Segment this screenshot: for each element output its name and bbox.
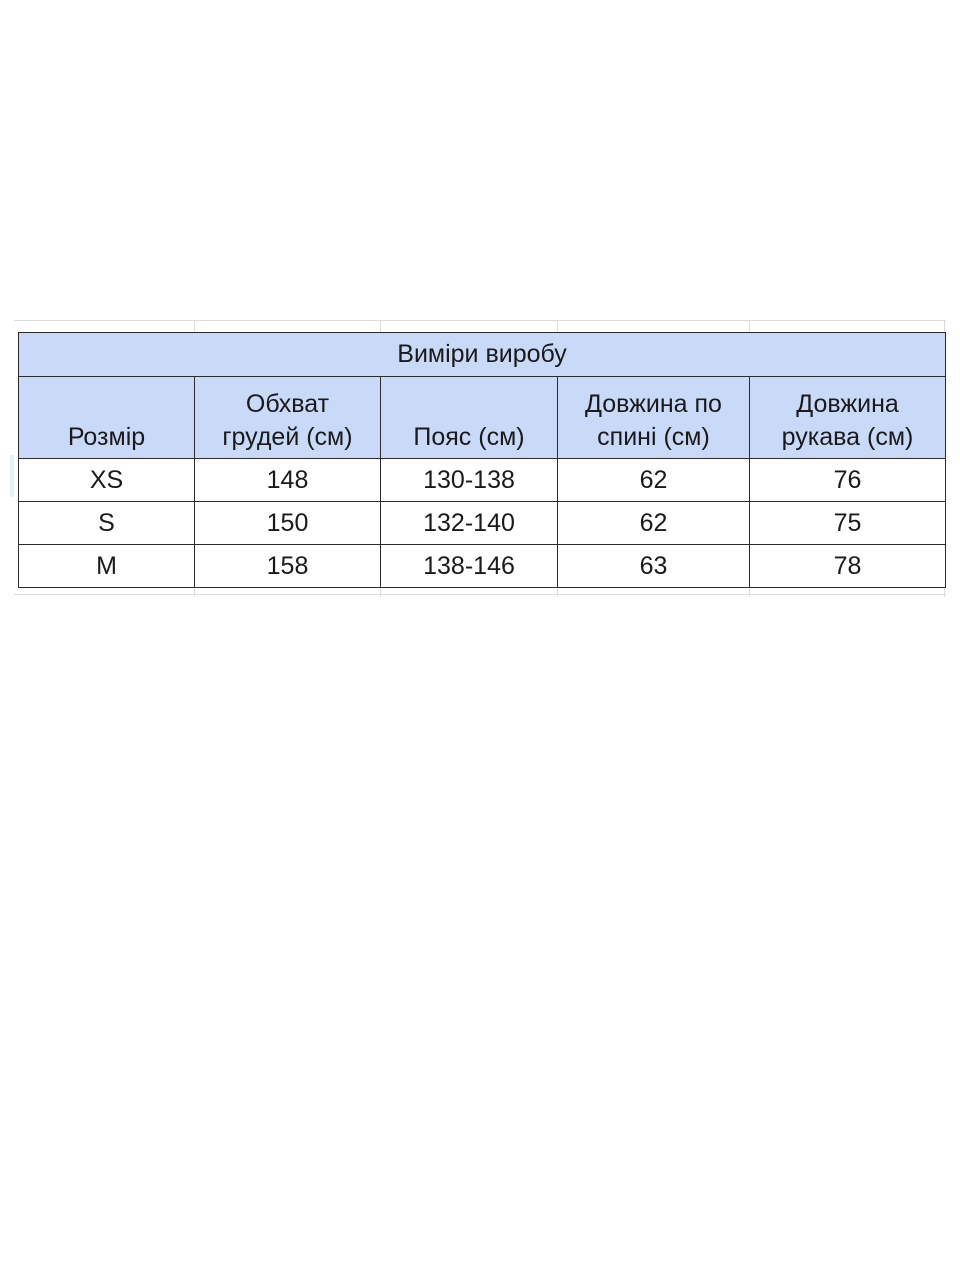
cell-size: XS — [19, 459, 195, 502]
cell-back: 63 — [558, 545, 750, 588]
gridline — [194, 320, 195, 332]
cell-sleeve: 78 — [750, 545, 946, 588]
cell-sleeve: 75 — [750, 502, 946, 545]
header-waist: Пояс (см) — [381, 377, 558, 459]
table-row — [19, 545, 946, 588]
cell-size: M — [19, 545, 195, 588]
header-chest: Обхват грудей (см) — [195, 377, 381, 459]
gridline — [14, 320, 946, 321]
header-sleeve-length: Довжина рукава (см) — [750, 377, 946, 459]
size-chart-table — [18, 332, 946, 588]
table-row — [19, 459, 946, 502]
cell-waist: 132-140 — [381, 502, 558, 545]
cell-waist: 138-146 — [381, 545, 558, 588]
cell-chest: 150 — [195, 502, 381, 545]
cell-back: 62 — [558, 459, 750, 502]
gridline — [749, 320, 750, 332]
table-title: Виміри виробу — [19, 333, 946, 377]
cell-sleeve: 76 — [750, 459, 946, 502]
header-size: Розмір — [19, 377, 195, 459]
table-header-row — [19, 377, 946, 459]
gridline — [557, 320, 558, 332]
gridline — [944, 320, 945, 332]
cell-size: S — [19, 502, 195, 545]
gridline — [380, 320, 381, 332]
header-back-length: Довжина по спині (см) — [558, 377, 750, 459]
gridline — [14, 594, 946, 595]
row-selection-marker — [10, 455, 14, 497]
cell-waist: 130-138 — [381, 459, 558, 502]
cell-back: 62 — [558, 502, 750, 545]
cell-chest: 148 — [195, 459, 381, 502]
cell-chest: 158 — [195, 545, 381, 588]
table-title-row — [19, 333, 946, 377]
table-row — [19, 502, 946, 545]
